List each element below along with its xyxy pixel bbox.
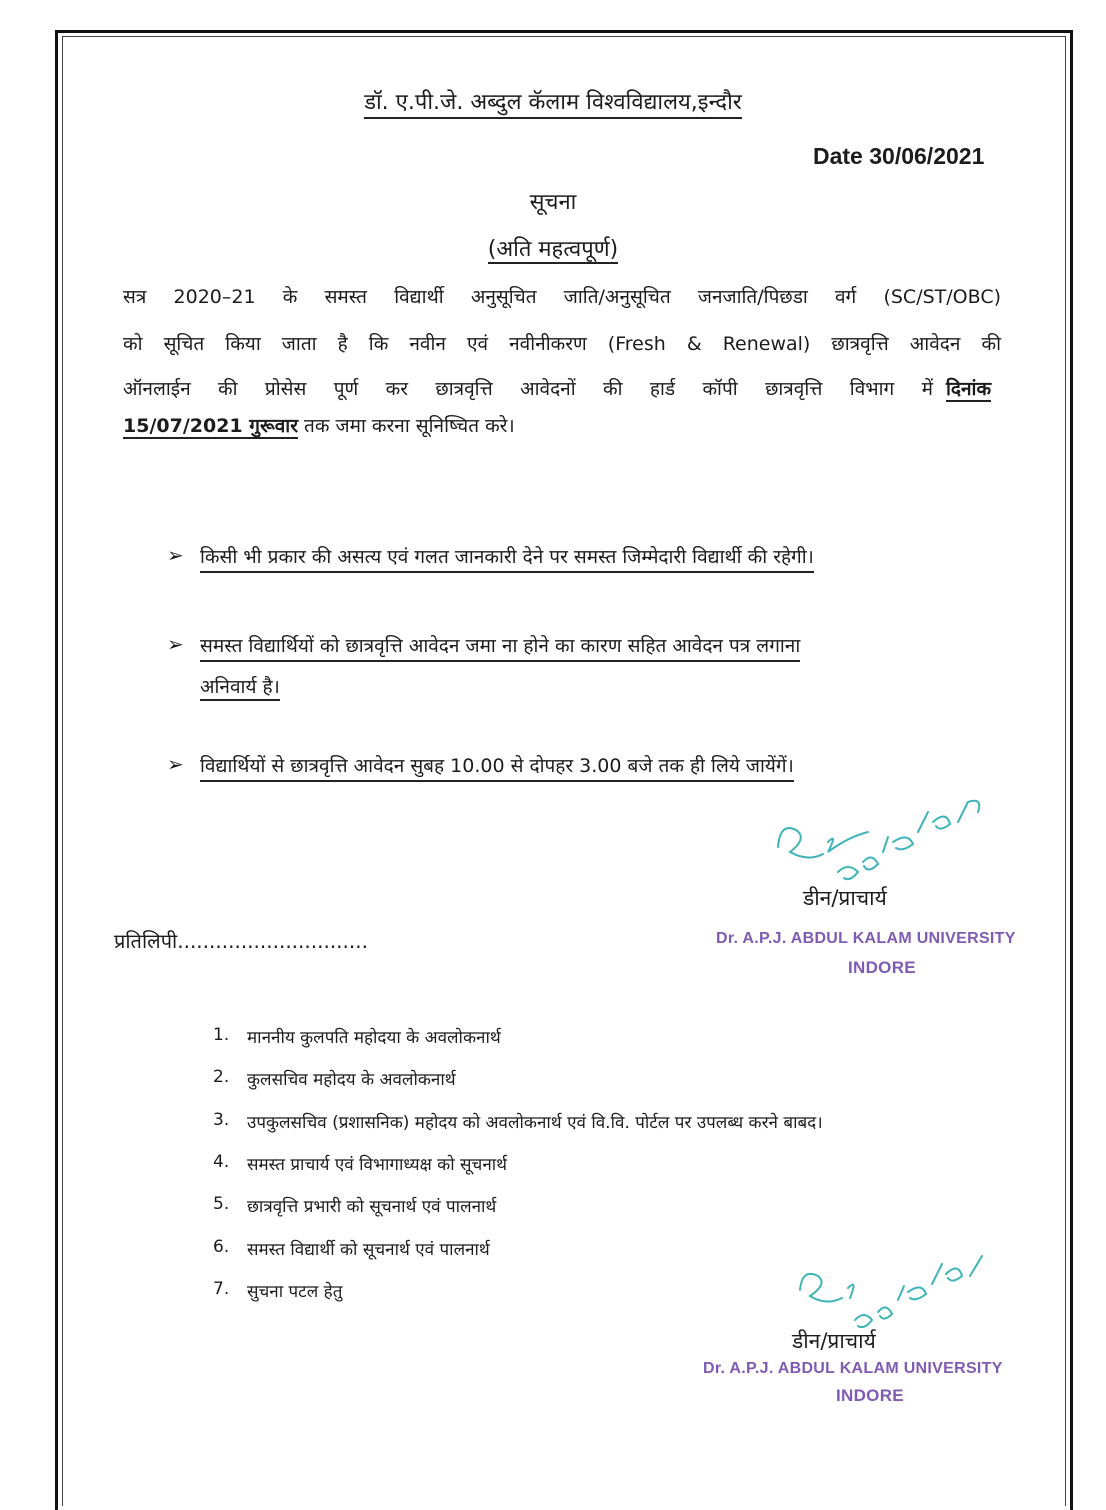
signature-1 — [768, 792, 998, 892]
paragraph-line: सत्र 2020–21 के समस्त विद्यार्थी अनुसूचित जाति/अनुसूचित जनजाति/पिछडा वर्ग (SC/ST/OBC) — [123, 286, 1001, 308]
paragraph-date-word: दिनांक — [946, 378, 992, 400]
paragraph-line — [123, 415, 515, 438]
notice-heading: सूचना — [529, 190, 577, 215]
stamp-city-2: INDORE — [836, 1386, 904, 1405]
arrow-bullet-icon: ➢ — [167, 752, 184, 776]
stamp-city-1: INDORE — [848, 958, 916, 977]
arrow-bullet-icon: ➢ — [167, 543, 184, 567]
paragraph-line: को सूचित किया जाता है कि नवीन एवं नवीनीकरण (Fresh & Renewal) छात्रवृत्ति आवेदन की — [123, 333, 1001, 355]
designation-1: डीन/प्राचार्य — [803, 886, 887, 910]
copy-to-label: प्रतिलिपी.............................. — [114, 929, 368, 953]
stamp-university-1: Dr. A.P.J. ABDUL KALAM UNIVERSITY — [716, 930, 1016, 947]
paragraph-line-rest: तक जमा करना सूनिष्चित करे। — [297, 415, 515, 437]
stamp-university-2: Dr. A.P.J. ABDUL KALAM UNIVERSITY — [703, 1360, 1003, 1377]
arrow-bullet-icon: ➢ — [167, 632, 184, 656]
notice-date: Date 30/06/2021 — [813, 143, 985, 169]
university-title: डॉ. ए.पी.जे. अब्दुल कॅलाम विश्वविद्यालय,इन्दौर — [0, 86, 1106, 116]
submission-date: 15/07/2021 गुरूवार — [123, 415, 298, 437]
notice-subheading: (अति महत्वपूर्ण) — [487, 237, 619, 262]
bullet-item-continuation: अनिवार्य है। — [200, 673, 280, 701]
paragraph-line: ऑनलाईन की प्रोसेस पूर्ण कर छात्रवृत्ति आवेदनों की हार्ड कॉपी छात्रवृत्ति विभाग में — [123, 378, 933, 400]
designation-2: डीन/प्राचार्य — [792, 1329, 876, 1353]
